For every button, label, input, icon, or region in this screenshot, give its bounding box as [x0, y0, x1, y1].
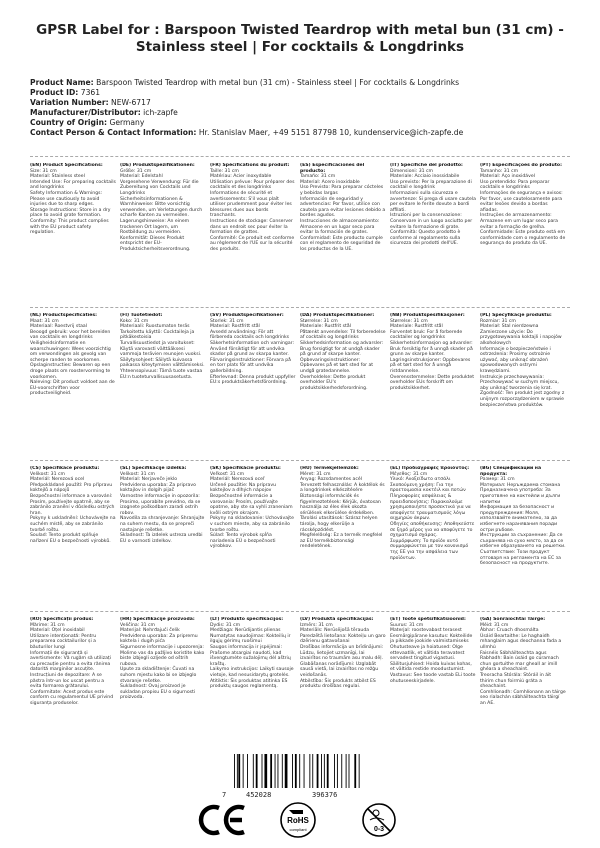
lang-block-hu: (HU) Termékjellemzők: Méret: 31 cm Anyag: Rozsdamentes acél Tervezett felhasználás: A koktélok és a longdrinkek elkészítésére Biztonsági információk és figyelmeztetések: Kérjük, óvatosan használja az éles élek okozta sérülések elkerülése érdekében. Tárolási utasítások: Száraz helyen tárolja, hogy elkerülje a rácsképződést. Megfelelőség: Ez a termék megfelel az EU termékbiztonsági rendeletének.: [300, 466, 385, 550]
barcode-digits-group1: 452028: [246, 791, 272, 799]
barcode-bar: [256, 754, 258, 788]
lang-block-da: (DA) Produktspecifikationer: Størrelse: 31 cm Materiale: Rustfrit stål Påtænkt anvendelse: Til forberedelse af cocktails og longdrinks Sikkerhedsinformation og advarsler: Brug forsigtigt for at undgå skader på grund af skarpe kanter. Opbevaringsinstruktioner: Opbevares på et tørt sted for at undgå gratedannelse. Overholdelse: Dette produkt overholder EU's produktsikkerhedsforordning.: [300, 313, 386, 391]
lang-block-sk: (SK) Špecifikácie produktu: Veľkosť: 31 cm Materiál: Nerezová oceľ Určené použitie: Na prípravu koktejlov a dlhých nápojov Bezpečnostné informácie a varovania: Prosím, používajte opatrne, aby ste sa vyhli zraneniam kvôli ostrým okrajom. Pokyny na skladovanie: Uchovávajte v suchom mieste, aby sa zabránilo tvorbe roštu. Súlad: Tento výrobok spĺňa nariadenia EÚ o bezpečnosti výrobkov.: [210, 466, 294, 550]
barcode-bar: [334, 754, 335, 788]
barcode-bar: [243, 754, 244, 788]
barcode-bar: [346, 754, 347, 788]
lang-block-it: (IT) Specifiche del prodotto: Dimensioni: 31 cm Materiale: Acciaio inossidabile Uso previsto: Per la preparazione di cocktail e longdrink Informazioni sulla sicurezza e avvertenze: Si prega di usare cautela per evitare le ferite dovute a bordi affilati. Istruzioni per la conservazione: Conservare in un luogo asciutto per evitare la formazione di grate. Conformità: Questo prodotto è conforme al regolamento sulla sicurezza dei prodotti dell'UE.: [390, 163, 476, 247]
barcode-bar: [327, 754, 329, 788]
ce-mark-icon: [201, 807, 244, 833]
lang-block-fr: (FR) Spécifications du produit: Taille: 31 cm Matériau: Acier inoxydable Utilisation prévue: Pour préparer des cocktails et des longdrinks Informations de sécurité et avertissements: S'il vous plaît utiliser prudemment pour éviter les blessures dues aux bords tranchants. Instructions de stockage: Conserver dans un endroit sec pour éviter la formation de grattes. Conformité: Ce produit est conforme au règlement de l'UE sur la sécurité des produits.: [210, 163, 295, 252]
lang-block-et: (ET) Toote spetsifikatsioonid: Suurus: 31 cm Materjal: roostevabast terasest Eesmärgipärane kasutus: Kokteilide ja pikkade jookide valmistamiseks Ohutusteave ja hoiatused: Olge ettevaatlik, et vältida teravatest servadest tingitud vigastusi. Säilitusjuhised: Hoida kuivas kohas, et vältida restide moodustumist. Vastavus: See toode vastab ELi toote ohutuseeskirjadele.: [390, 617, 476, 684]
barcode-bar: [304, 754, 305, 788]
barcode-bar: [324, 754, 325, 788]
label-title: GPSR Label for : Barspoon Twisted Teardrop with metal bun (31 cm) - Stainless steel | For cocktails & Longdrinks: [36, 22, 564, 55]
barcode-bar: [337, 754, 338, 788]
barcode-bar: [349, 754, 350, 788]
barcode-bar: [321, 754, 322, 788]
info-row-contact: Contact Person & Contact Information: Hr. Stanislav Maer, +49 5151 87798 10, kundenservice@ich-zapfe.de: [30, 128, 464, 137]
barcode-digits-group2: 396376: [312, 791, 338, 799]
barcode-bar: [238, 754, 240, 788]
info-row-manufacturer: Manufacturer/Distributor: ich-zapfe: [30, 108, 178, 117]
info-row-variation-number: Variation Number: NEW-6717: [30, 98, 151, 107]
barcode-bar: [299, 754, 300, 788]
language-row-1: [30, 163, 570, 253]
info-row-product-name: Product Name: Barspoon Twisted Teardrop with metal bun (31 cm) - Stainless steel | For cocktails & Longdrinks: [30, 78, 460, 87]
language-row-4: [30, 617, 570, 707]
barcode-bar: [285, 754, 288, 788]
product-info: [30, 78, 580, 138]
barcode-bar: [359, 754, 360, 788]
lang-block-el: (EL) Προδιαγραφές προϊόντος: Μέγεθος: 31 cm Υλικό: Ανοξείδωτο ατσάλι Σκοπούμενη χρήση: Για την προετοιμασία κοκτέιλ και ποτών Πληροφορίες ασφάλειας & προειδοποιήσεις: Παρακαλούμε χρησιμοποιήστε προσεκτικά για να αποφύγετε τραυματισμούς λόγω αιχμηρών άκρων. Οδηγίες αποθήκευσης: Αποθηκεύστε σε ξηρό μέρος για να αποφύγετε το σχηματισμό σχάρας. Συμμόρφωση: Το προϊόν αυτό συμμορφώνεται με τον κανονισμό της ΕΕ για την ασφάλεια των προϊόντων.: [390, 466, 475, 561]
barcode-bar: [295, 754, 297, 788]
lang-block-cs: (CS) Specifikace produktu: Velikost: 31 cm Materiál: Nerezová ocel Předpokládané použití: Pro přípravu koktejlů a nápojů Bezpečnostní informace a varování: Prosím, používejte opatrně, aby se zabránilo zranění v důsledku ostrých hran. Pokyny k uskladnění: Uchovávejte na suchém místě, aby se zabránilo tvorbě roštu. Soulad: Tento produkt splňuje nařízení EU o bezpečnosti výrobků.: [30, 466, 116, 544]
barcode-bar: [278, 754, 279, 788]
lang-block-nl: (NL) Productspecificaties: Maat: 31 cm Materiaal: Roestvrij staal Beoogd gebruik: voor het bereiden van cocktails en longdrinks Veiligheidsinformatie en waarschuwingen: Wees voorzichtig om verwondingen als gevolg van scherpe randen te voorkomen. Opslaginstructies: Bewaren op een droge plaats om roostervorming te voorkomen. Naleving: Dit product voldoet aan de EU-voorschriften voor productveiligheid.: [30, 313, 115, 397]
rohs-compliant-label: compliant: [289, 827, 307, 832]
info-row-country: Country of Origin: Germany: [30, 118, 145, 127]
lang-block-fi: (FI) Tuotetiedot: Koko: 31 cm Materiaali: Ruostumaton teräs Tarkoitettu käyttö: Cocktaileja ja pitkäkestoisia Turvallisuustiedot ja varoitukset: Käytä varovasti välttääksesi vammoja terävien reunojen vuoksi. Säilytysohjeet: Säilytä kuivassa paikassa kiteytymisen välttämiseksi. Yhteensopivuus: Tämä tuote vastaa EU:n tuoteturvallisuusasetusta.: [120, 313, 205, 380]
lang-block-es: (ES) Especificaciones del producto: Tamaño: 31 cm Material: Acero inoxidable Uso Previsto: Para preparar cócteles y bebidas largas Información de seguridad y advertencias: Por favor, utilice con cautela para evitar lesiones debido a bordes agudos. Instrucciones de almacenamiento: Almacene en un lugar seco para evitar la formación de grates. Conformidad: Este producto cumple con el reglamento de seguridad de los productos de la UE.: [300, 163, 386, 252]
lang-block-hr: (HR) Specifikacije proizvoda: Veličina: 31 cm Materijal: Nehrđajući čelik Predviđena uporaba: Za pripremu koktela i dugih pića Sigurnosne informacije i upozorenja: Molimo vas da pažljivo koristite kako biste izbjegli ozljede od oštrih rubova. Upute za skladištenje: Čuvati na suhom mjestu kako bi se izbjeglo stvaranje rešetke. Sukladnost: Ovaj proizvod je sukladan propisu EU o sigurnosti proizvoda.: [120, 617, 205, 701]
divider: [30, 307, 570, 308]
language-row-2: [30, 313, 570, 408]
barcode-bar: [253, 754, 254, 788]
barcode-bar: [262, 754, 263, 788]
barcode-bar: [282, 754, 283, 788]
divider: [30, 156, 570, 157]
barcode-bar: [354, 754, 356, 788]
ean-barcode: [234, 754, 370, 788]
info-row-product-id: Product ID: 7361: [30, 88, 101, 97]
lang-block-pl: (PL) Specyfikacje produktu: Rozmiar: 31 cm Materiał: Stal nierdzewna Zamierzone użycie: Do przygotowywania koktajli i napojów alkoholowych Informacje o bezpieczeństwie i ostrzeżenia: Prosimy ostrożnie używać, aby uniknąć obrażeń spowodowanych ostrymi krawędziami. Instrukcje przechowywania: Przechowywać w suchym miejscu, aby uniknąć tworzenia się krat. Zgodność: Ten produkt jest zgodny z unijnym rozporządzeniem w sprawie bezpieczeństwa produktów.: [480, 313, 565, 408]
barcode-bar: [309, 754, 310, 788]
barcode-bar: [234, 754, 235, 788]
barcode-bar: [275, 754, 276, 788]
lang-block-ro: (RO) Specificații produs: Mărime: 31 cm Material: Oțel inoxidabil Utilizare intenționată: Pentru prepararea cocktailurilor și a băuturilor lungi Informații de siguranță și avertismente: Vă rugăm să utilizați cu precauție pentru a evita rănirea datorită marginilor ascuțite. Instrucțiuni de depozitare: A se păstra într-un loc uscat pentru a evita formarea grătarului. Conformitate: Acest produs este conform cu regulamentul UE privind siguranța produselor.: [30, 617, 114, 706]
barcode-digit-left: 7: [222, 791, 227, 799]
barcode-bar: [264, 754, 267, 788]
lang-block-en: (EN) Product Specifications: Size: 31 cm Material: Stainless steel Intended Use: For preparing cocktails and longdrinks Safety Information & Warnings: Please use cautiously to avoid injuries due to sharp edges. Storage Instructions: Store in a dry place to avoid grate formation. Conformity: This product complies with the EU product safety regulation.: [30, 163, 116, 236]
barcode-bar: [341, 754, 342, 788]
divider: [30, 611, 570, 612]
lang-block-bg: (BG) Спецификации на продукта: Размер: 31 cm Материал: Неръждаема стомана Предназначена употреба: За приготвяне на коктейли и дълги напитки Информация за безопасност и предупреждения: Моля, използвайте внимателно, за да избегнете наранявания поради остри ръбове. Инструкции за съхранение: Да се съхранява на сухо място, за да се избегне образуването на решетки. Съответствие: Този продукт отговаря на регламента на ЕС за безопасност на продуктите.: [480, 466, 566, 567]
age-label: 0-3: [373, 826, 385, 833]
barcode-bar: [312, 754, 313, 788]
barcode-bar: [247, 754, 248, 788]
lang-block-ga: (GA) Sonraíochtaí Táirge: Méid: 31 cm Ábhar: Cruach dhosmálta Úsáid Beartaithe: Le haghaidh mhanglaim agus deochanna fada a ullmhú Faisnéis Sábháilteachta agus Rabhadh: Bain úsáid go cúramach chun gortuithe mar gheall ar imill ghéara a sheachaint. Treoracha Stórála: Stóráil in áit thirim chun foirmiú gráta a sheachaint. Comhlíonadh: Comhlíonann an táirge seo rialachán sábháilteachta táirgí an AE.: [480, 617, 566, 706]
lang-block-de: (DE) Produktspezifikationen: Größe: 31 cm Material: Edelstahl Vorgesehene Verwendung: Für die Zubereitung von Cocktails und Longdrinks Sicherheitsinformationen & Warnhinweise: Bitte vorsichtig verwenden, um Verletzungen durch scharfe Kanten zu vermeiden. Lagerungshinweise: An einem trockenen Ort lagern, um Rostbildung zu vermeiden. Konformität: Dieses Produkt entspricht der EU-Produktsicherheitsverordnung.: [120, 163, 203, 252]
lang-block-sl: (SL) Specifikacije izdelka: Velikost: 31 cm Material: Nerjaveče jeklo Predvidena uporaba: Za pripravo koktajlov in dolgih pijač Varnostne informacije in opozorila: Prosimo, uporabite previdno, da se izognete poškodbam zaradi ostrih robov. Navodila za shranjevanje: Shranjujte na suhem mestu, da se prepreči nastajanje rešetke. Skladnost: Ta izdelek ustreza uredbi EU o varnosti izdelkov.: [120, 466, 205, 544]
rohs-label: RoHS: [287, 816, 309, 825]
barcode-bar: [292, 754, 293, 788]
lang-block-sv: (SV) Produktspecifikationer: Storlek: 31 cm Material: Rostfritt stål Avsedd användning: För att förbereda cocktails och longdrinks Säkerhetsinformation och varningar: Använd försiktigt för att undvika skador på grund av skarpa kanter. Förvaringsinstruktioner: Förvara på en torr plats för att undvika gallerbildning. Efterlevnad: Denna produkt uppfyller EU:s produktsäkerhetsförordning.: [210, 313, 296, 386]
barcode-bar: [270, 754, 272, 788]
age-0-3-warning-icon: [363, 804, 395, 836]
lang-block-lt: (LT) Produkto specifikacijos: Dydis: 31 cm Medžiaga: Nerūdijantis plienas Numatytas naudojimas: Kokteilių ir ilgųjų gėrimų ruošimui Saugos informacija ir įspėjimai: Prašome atsargiai naudoti, kad išvengtumėte sužalojimų dėl aštrių kraštų. Laikymo instrukcijos: Laikyti sausoje vietoje, kad nesusidarytų grotelės. Atitiktis: Šis produktas atitinka ES produktų saugos reglamentą.: [210, 617, 294, 690]
compliance-icons: [0, 800, 600, 840]
lang-block-pt: (PT) Especificações do produto: Tamanho: 31 cm Material: Aço inoxidável Uso pretendido: Para preparar cocktails e longdrinks Informações de segurança e avisos: Por favor, use cautelosamente para evitar lesões devido a bordas afiadas. Instruções de armazenamento: Armazene em um lugar seco para evitar a formação de grelha. Conformidade: Este produto está em conformidade com o regulamento de segurança do produto da UE.: [480, 163, 566, 247]
lang-block-lv: (LV) Produkta specifikācijas: Izmērs: 31 cm Materiāls: Nerūsējošā tērauda Paredzētā lietošana: Kokteiļu un garo dzērienu gatavošanai Drošības informācija un brīdinājumi: Lūdzu, lietojiet uzmanīgi, lai izvairītos no traumām asu malu dēļ. Glabāšanas norādījumi: Uzglabāt sausā vietā, lai izvairītos no režģu veidošanās. Atbilstība: Šis produkts atbilst ES produktu drošības regulai.: [300, 617, 386, 690]
barcode-bar: [237, 754, 238, 788]
lang-block-nb: (NB) Produktspesifikasjoner: Størrelse: 31 cm Materiale: Rustfritt stål Forventet bruk: For å forberede cocktailer og longdrinks Sikkerhetsinformasjon og advarsler: Bruk forsiktig for å unngå skader på grunn av skarpe kanter. Lagringsinstruksjoner: Oppbevares på et tørt sted for å unngå ristdannelse. Overensstemmelse: Dette produktet overholder EUs forskrift om produktsikkerhet.: [390, 313, 475, 391]
rohs-icon: [281, 803, 315, 837]
language-row-3: [30, 466, 570, 567]
divider: [30, 460, 570, 461]
barcode-bar: [317, 754, 319, 788]
